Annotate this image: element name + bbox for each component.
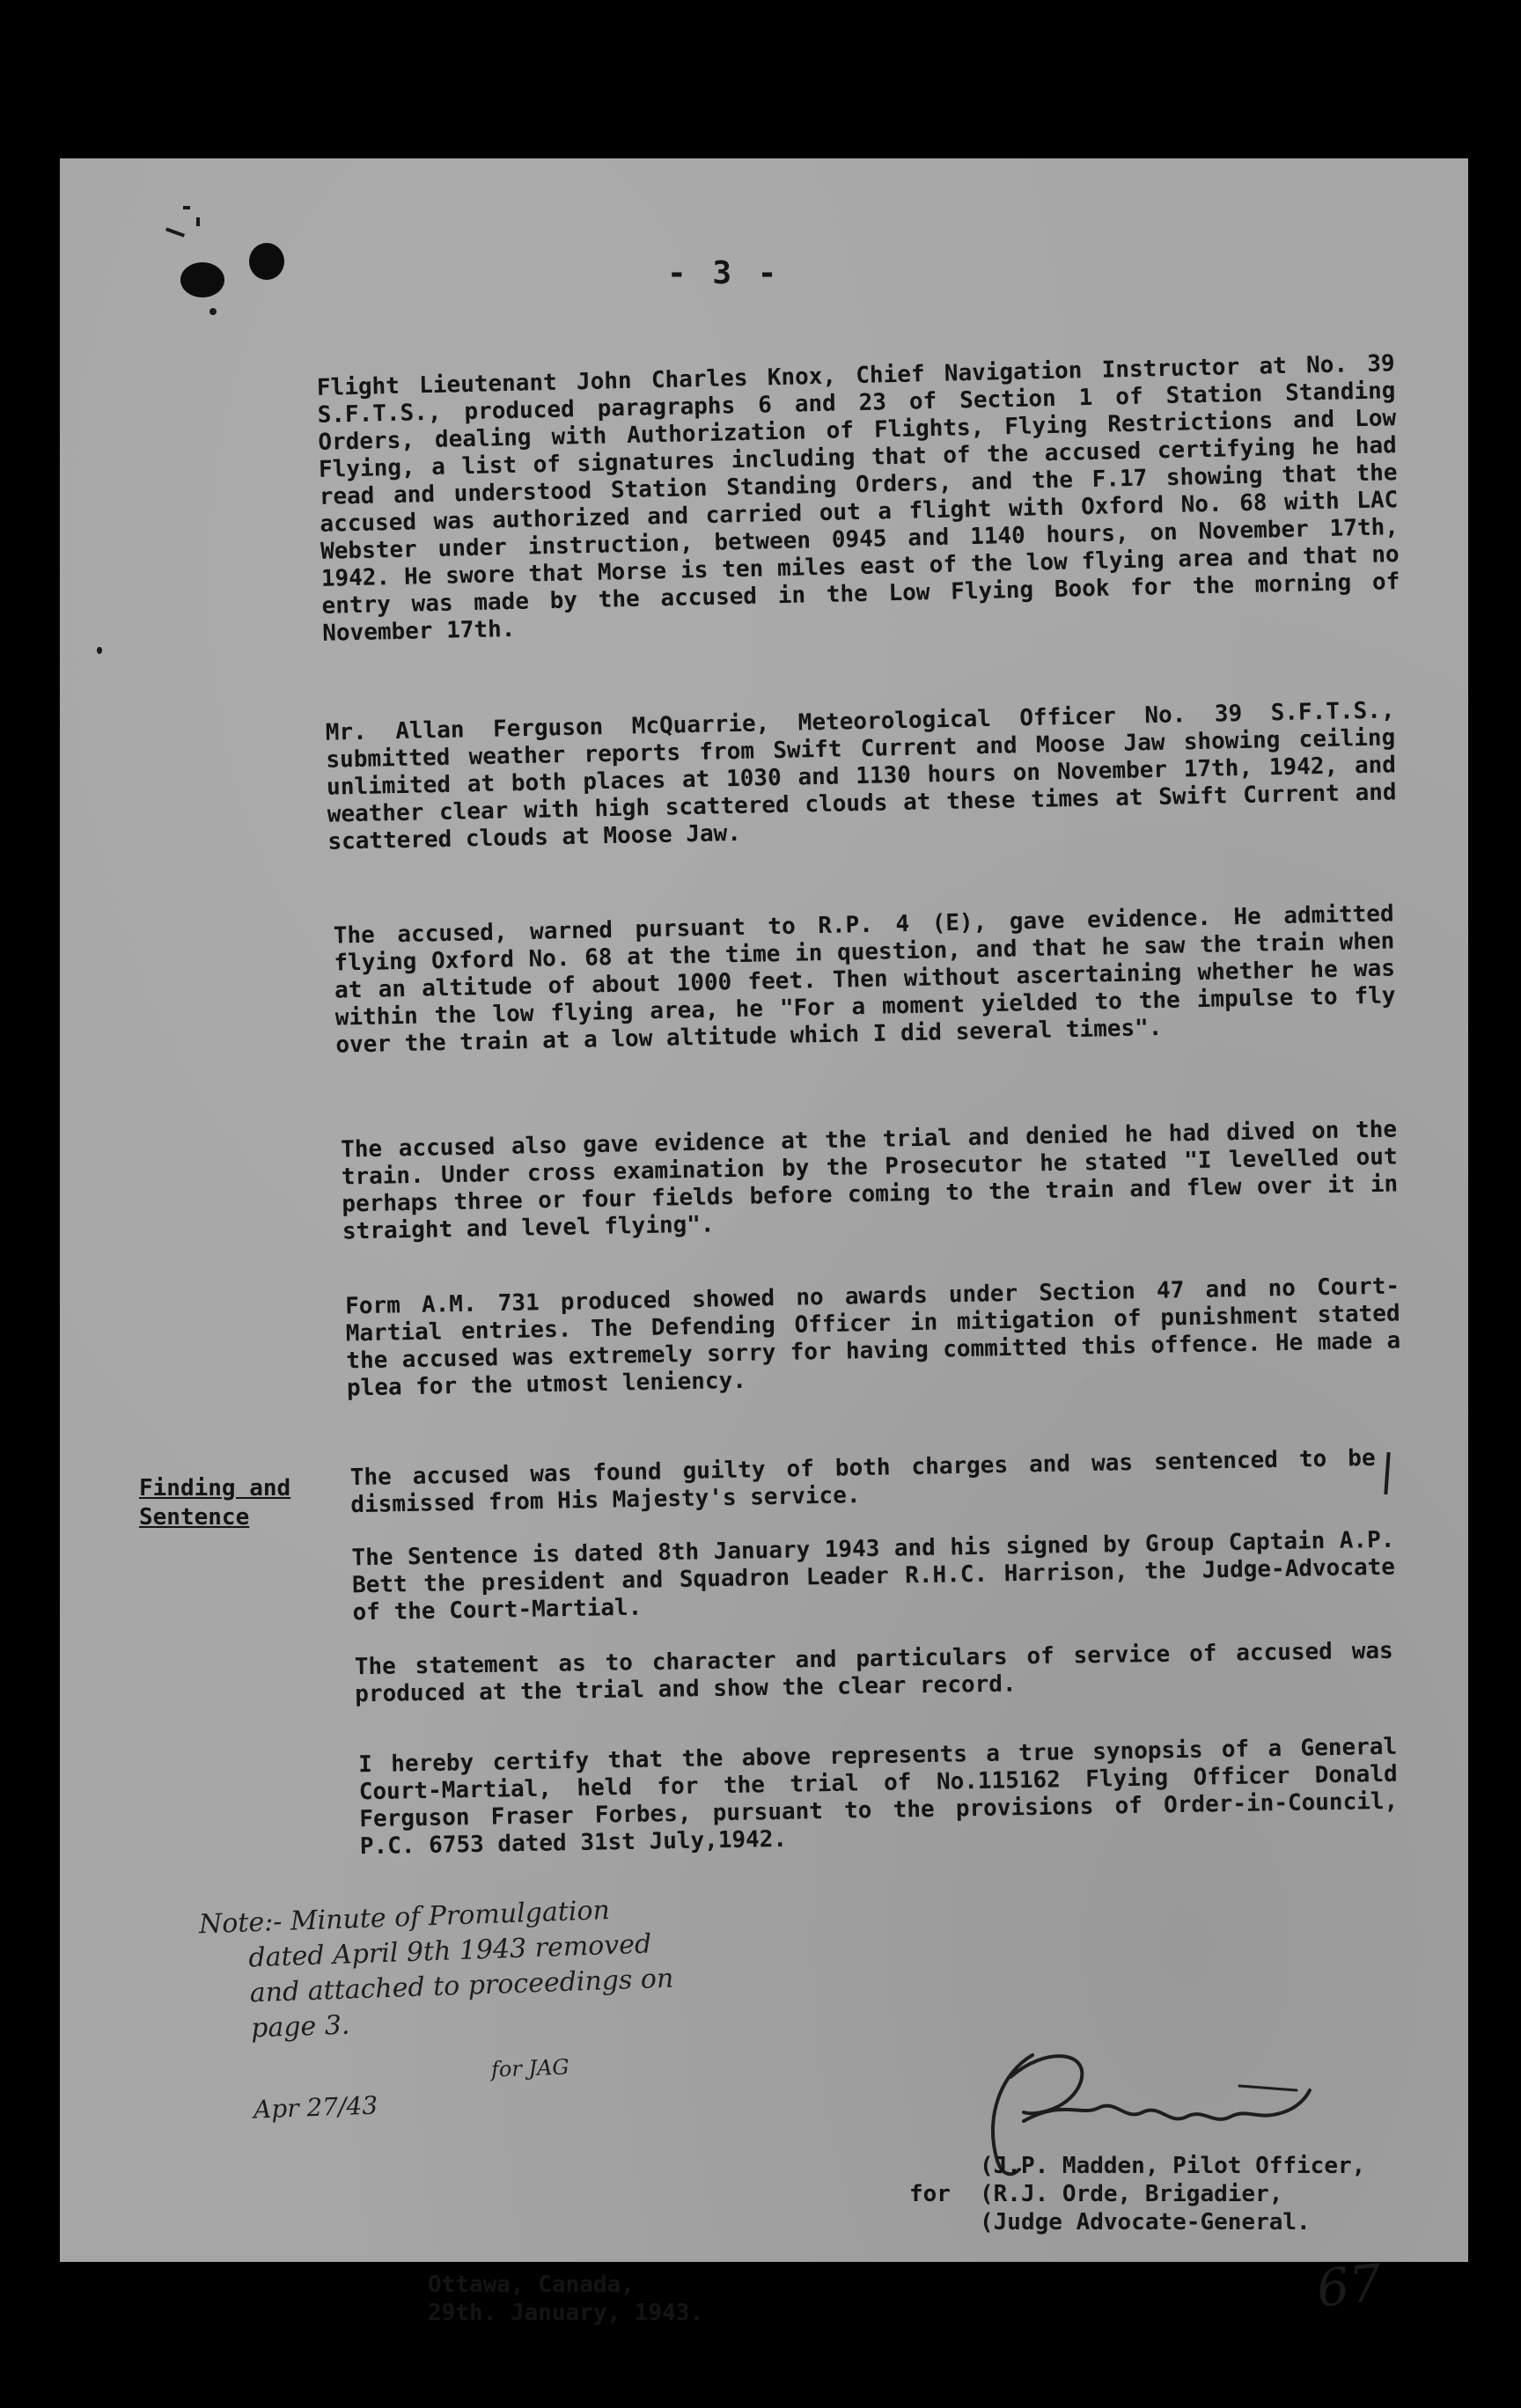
document-page bbox=[60, 158, 1468, 2326]
paragraph-knox-evidence: Flight Lieutenant John Charles Knox, Chief Navigation Instructor at No. 39 S.F.T.S., produced paragraphs 6 and 23 of Section 1 of Station Standing Orders, dealing with Authorization of Flights, Flying Restrictions and Low Flying, a list of signatures including that of the accused certifying he had read and understood Station Standing Orders, and the F.17 showing that the accused was authorized and carried out a flight with Oxford No. 68 with LAC Webster under instruction, between 0945 and 1140 hours, on November 17th, 1942. He swore that Morse is ten miles east of the low flying area and that no entry was made by the accused in the Low Flying Book for the morning of November 17th. bbox=[316, 350, 1400, 647]
paragraph-trial-evidence: The accused also gave evidence at the trial and denied he had dived on the train. Under cross examination by the Prosecutor he stated "I levelled out perhaps three or four fields before coming to the train and flew over it in straight and level flying". bbox=[340, 1116, 1399, 1245]
handwritten-note-line-1: Note:- Minute of Promulgation bbox=[198, 1895, 611, 1941]
finding-and-sentence-heading bbox=[139, 1474, 290, 1532]
paragraph-certification: I hereby certify that the above represents a true synopsis of a General Court-Martial, held for the trial of No.115162 Flying Officer Donald Ferguson Fraser Forbes, pursuant to the provisions of Order-in-Council, P.C. 6753 dated 31st July,1942. bbox=[358, 1733, 1399, 1861]
paragraph-form-am731: Form A.M. 731 produced showed no awards under Section 47 and no Court-Martial entries. The Defending Officer in mitigation of punishment stated the accused was extremely sorry for having committed this offence. He made a plea for the utmost leniency. bbox=[344, 1273, 1401, 1402]
side-heading-line-1: Finding and bbox=[139, 1475, 291, 1501]
speck-4 bbox=[97, 647, 102, 654]
folio-number: 67 bbox=[1313, 2252, 1385, 2319]
speck-3 bbox=[196, 217, 200, 226]
handwritten-note-date: Apr 27/43 bbox=[253, 2090, 378, 2125]
handwritten-note bbox=[198, 1891, 675, 2049]
margin-mark bbox=[1384, 1452, 1390, 1494]
for-label: for bbox=[909, 2181, 951, 2207]
paragraph-accused-evidence: The accused, warned pursuant to R.P. 4 (E), gave evidence. He admitted flying Oxford No. 68 at the time in question, and that he saw the train when at an altitude of about 1000 feet. Then without ascertaining whether he was within the low flying area, he "For a moment yielded to the impulse to fly over the train at a low altitude which I did several times". bbox=[333, 900, 1396, 1059]
signatory-line-1: (J.P. Madden, Pilot Officer, bbox=[980, 2153, 1366, 2179]
page-number: - 3 - bbox=[667, 255, 781, 291]
handwritten-note-line-4: page 3. bbox=[250, 2009, 350, 2045]
paragraph-mcquarrie-evidence: Mr. Allan Ferguson McQuarrie, Meteorological Officer No. 39 S.F.T.S., submitted weather reports from Swift Current and Moose Jaw showing ceiling unlimited at both places at 1030 and 1130 hours on November 17th, 1942, and weather clear with high scattered clouds at these times at Swift Current and scattered clouds at Moose Jaw. bbox=[325, 697, 1397, 855]
signatory-line-3: (Judge Advocate-General. bbox=[980, 2209, 1311, 2235]
handwritten-note-initials: for JAG bbox=[490, 2054, 570, 2082]
place-line: Ottawa, Canada, bbox=[428, 2272, 635, 2298]
speck-5 bbox=[209, 308, 217, 315]
paragraph-character-statement: The statement as to character and particulars of service of accused was produced at the trial and show the clear record. bbox=[354, 1637, 1393, 1708]
handwritten-note-line-3: and attached to proceedings on bbox=[249, 1963, 674, 2009]
paragraph-finding: The accused was found guilty of both charges and was sentenced to be dismissed from His Majesty's service. bbox=[349, 1444, 1376, 1519]
speck-1 bbox=[165, 227, 185, 237]
side-heading-line-2: Sentence bbox=[139, 1504, 250, 1531]
punch-hole-lower bbox=[180, 262, 224, 297]
signatory-line-2: (R.J. Orde, Brigadier, bbox=[980, 2181, 1283, 2207]
punch-hole-upper bbox=[249, 243, 284, 280]
place-and-date bbox=[428, 2271, 703, 2327]
handwritten-note-line-2: dated April 9th 1943 removed bbox=[247, 1928, 652, 1974]
speck-2 bbox=[183, 206, 190, 209]
signature-block bbox=[909, 2152, 1365, 2236]
paragraph-sentence-date: The Sentence is dated 8th January 1943 and his signed by Group Captain A.P. Bett the president and Squadron Leader R.H.C. Harrison, the Judge-Advocate of the Court-Martial. bbox=[351, 1526, 1396, 1626]
date-line: 29th. January, 1943. bbox=[428, 2300, 704, 2326]
